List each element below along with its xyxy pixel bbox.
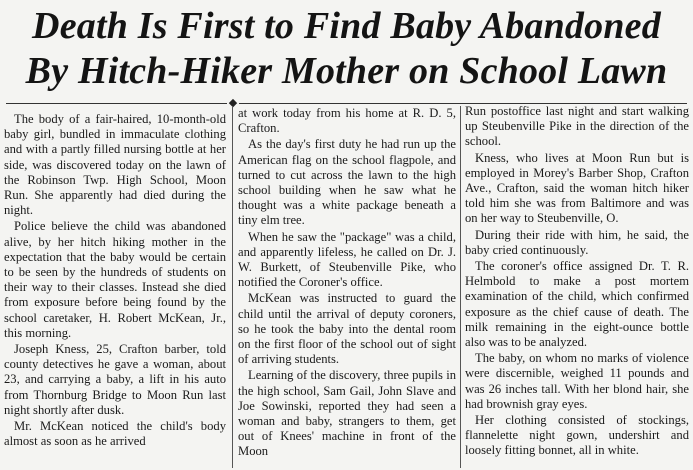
paragraph: Kness, who lives at Moon Run but is employed in Morey's Barber Shop, Crafton Ave., Crafton, said the woman hitch hiker told him she was from Baltimore and was on her way to Steubenville, O. — [465, 150, 689, 226]
paragraph: at work today from his home at R. D. 5, Crafton. — [238, 106, 456, 136]
paragraph: When he saw the "package" was a child, and apparently lifeless, he called on Dr. J. W. Burkett, of Steubenville Pike, who notified the Coroner's office. — [238, 229, 456, 290]
paragraph: Run postoffice last night and start walking up Steubenville Pike in the direction of the school. — [465, 104, 689, 149]
paragraph: During their ride with him, he said, the baby cried continuously. — [465, 227, 689, 257]
headline-line-1: Death Is First to Find Baby Abandoned — [32, 5, 661, 47]
paragraph: The coroner's office assigned Dr. T. R. Helmbold to make a post mortem examination of the child, which confirmed exposure as the chief cause of death. The milk remaining in the eight-ounce bottle also was to be analyzed. — [465, 259, 689, 350]
column-divider — [232, 106, 233, 468]
paragraph: Mr. McKean noticed the child's body almost as soon as he arrived — [4, 419, 226, 449]
paragraph: Learning of the discovery, three pupils in the high school, Sam Gail, John Slave and Joe Sowinski, reported they had seen a woman and baby, strangers to them, get out of Knees' machine in front of the Moon — [238, 368, 456, 459]
paragraph: The baby, on whom no marks of violence were discernible, weighed 11 pounds and was 26 inches tall. With her blond hair, she had brownish gray eyes. — [465, 351, 689, 411]
ornament-icon: ◆ — [228, 96, 238, 109]
paragraph: Police believe the child was abandoned alive, by her hitch hiking mother in the expectation that the baby would be certain to be seen by the hundreds of students on their way to their classes. Instead she died from exposure before being found by the school caretaker, H. Robert McKean, Jr., this morning. — [4, 219, 226, 340]
paragraph: Joseph Kness, 25, Crafton barber, told county detectives he gave a woman, about 23, and carrying a baby, a lift in his auto from Thornburg Bridge to Moon Run last night shortly after dusk. — [4, 342, 226, 417]
article-column-2 — [238, 106, 456, 462]
paragraph: The body of a fair-haired, 10-month-old baby girl, bundled in immaculate clothing and with a partly filled nursing bottle at her side, was discovered today on the lawn of the Robinson Twp. High School, Moon Run. She apparently had died during the night. — [4, 112, 226, 218]
paragraph: Her clothing consisted of stockings, flannelette night gown, undershirt and loosely fitting bonnet, all in white. — [465, 413, 689, 458]
column-divider — [460, 106, 461, 468]
paragraph: McKean was instructed to guard the child until the arrival of deputy coroners, so he took the baby into the dental room on the first floor of the school out of sight of arriving students. — [238, 291, 456, 367]
article-column-1 — [4, 112, 226, 468]
headline-line-2: By Hitch-Hiker Mother on School Lawn — [25, 50, 668, 92]
paragraph: As the day's first duty he had run up the American flag on the school flagpole, and turned to cut across the lawn to the high school building when he saw what he thought was a white package beneath a tiny elm tree. — [238, 137, 456, 228]
article-column-3 — [465, 104, 689, 460]
